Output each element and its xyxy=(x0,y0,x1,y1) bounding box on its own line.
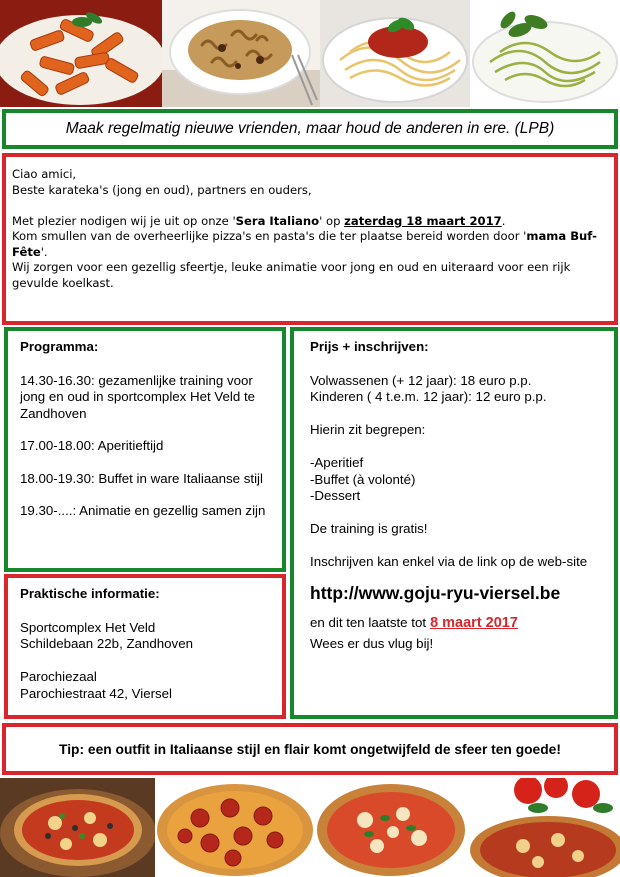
tip-text: Tip: een outfit in Italiaanse stijl en flair komt ongetwijfeld de sfeer ten goede! xyxy=(59,741,561,757)
price-adults: Volwassenen (+ 12 jaar): 18 euro p.p. xyxy=(310,372,532,388)
caterer-name: mama Buf-Fête xyxy=(12,229,597,259)
venue2-name: Parochiezaal xyxy=(20,669,97,684)
pizza-margherita-photo xyxy=(315,778,468,877)
programma-item: 19.30-....: Animatie en gezellig samen zijn xyxy=(20,503,266,518)
praktische-info-title: Praktische informatie: xyxy=(20,586,160,601)
praktische-info-box xyxy=(4,574,286,719)
programma-item: 18.00-19.30: Buffet in ware Italiaanse stijl xyxy=(20,470,263,486)
event-name: Sera Italiano xyxy=(235,213,320,228)
programma-item: 14.30-16.30: gezamenlijke training voor jong en oud in sportcomplex Het Veld te Zandhoven xyxy=(20,372,256,421)
penne-pasta-photo xyxy=(0,0,162,107)
food-text: Kom smullen van de overheerlijke pizza's en pasta's die ter plaatse bereid worden door 'mama Buf-Fête'. xyxy=(12,229,597,259)
prijs-title: Prijs + inschrijven: xyxy=(310,339,429,354)
venue1-name: Sportcomplex Het Veld xyxy=(20,619,156,635)
included-item: -Aperitief xyxy=(310,455,364,470)
included-title: Hierin zit begrepen: xyxy=(310,422,426,437)
intro-box xyxy=(2,153,618,325)
included-item: -Buffet (à volonté) xyxy=(310,471,416,487)
price-children: Kinderen ( 4 t.e.m. 12 jaar): 12 euro p.p. xyxy=(310,389,547,404)
pepperoni-pizza-photo xyxy=(155,778,315,877)
audience-text: Beste karateka's (jong en oud), partners en ouders, xyxy=(12,182,312,197)
deadline-prefix: en dit ten laatste tot xyxy=(310,615,427,630)
pizza-tomatoes-photo xyxy=(468,778,620,877)
deadline-line xyxy=(310,615,598,632)
invitation-text: Met plezier nodigen wij je uit op onze 'Sera Italiano' op zaterdag 18 maart 2017. xyxy=(12,213,506,228)
programma-box xyxy=(4,327,286,572)
motto-text: Maak regelmatig nieuwe vrienden, maar houd de anderen in ere. (LPB) xyxy=(65,120,555,137)
programma-item: 17.00-18.00: Aperitieftijd xyxy=(20,438,164,453)
website-link[interactable]: http://www.goju-ryu-viersel.be xyxy=(310,582,561,603)
prijs-inschrijven-box xyxy=(290,327,618,719)
greeting-text: Ciao amici, xyxy=(12,167,77,181)
venue2-address: Parochiestraat 42, Viersel xyxy=(20,685,173,701)
motto-banner xyxy=(2,109,618,149)
pesto-pasta-photo xyxy=(470,0,620,107)
fusilli-pasta-photo xyxy=(162,0,320,107)
training-free-text: De training is gratis! xyxy=(310,521,428,536)
included-item: -Dessert xyxy=(310,488,361,503)
venue1-address: Schildebaan 22b, Zandhoven xyxy=(20,636,193,651)
bottom-photo-strip xyxy=(0,778,620,877)
hurry-text: Wees er dus vlug bij! xyxy=(310,635,434,651)
spaghetti-bolognese-photo xyxy=(320,0,470,107)
atmosphere-text: Wij zorgen voor een gezellig sfeertje, leuke animatie voor jong en oud en uiteraard voor een rijk gevulde koelkast. xyxy=(12,260,571,290)
pizza-board-photo xyxy=(0,778,155,877)
register-text: Inschrijven kan enkel via de link op de web-site xyxy=(310,554,588,569)
programma-title: Programma: xyxy=(20,339,99,354)
deadline-date: 8 maart 2017 xyxy=(430,615,518,631)
event-date: zaterdag 18 maart 2017 xyxy=(344,213,502,228)
tip-banner xyxy=(2,723,618,775)
top-photo-strip xyxy=(0,0,620,107)
